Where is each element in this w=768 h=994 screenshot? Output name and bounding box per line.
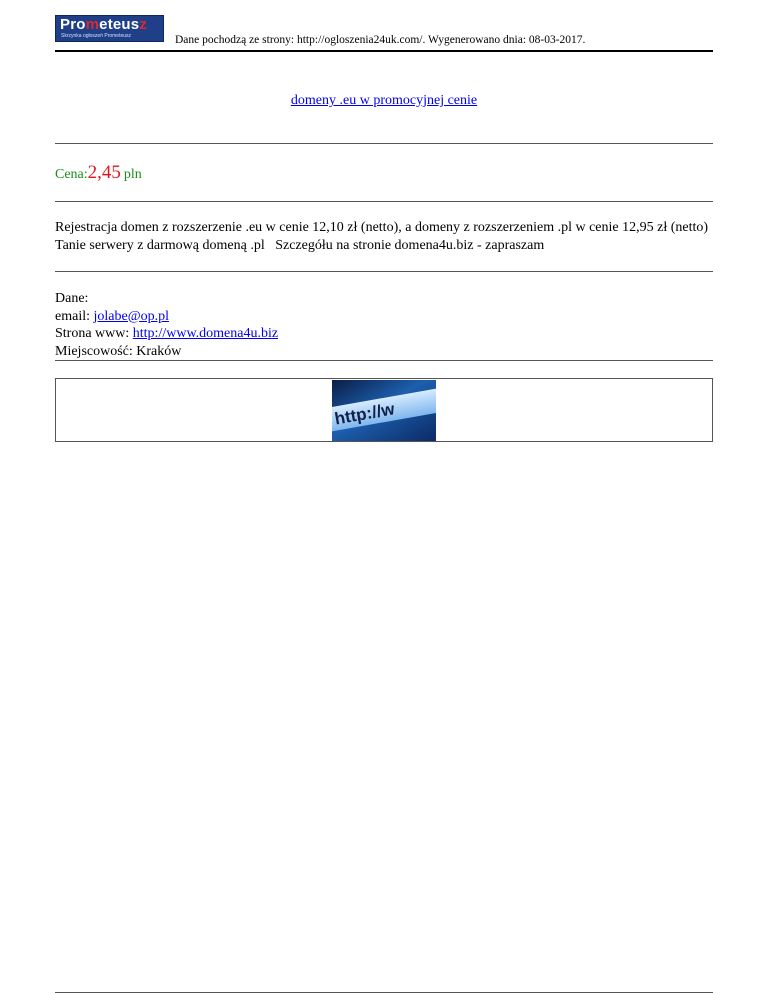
city-row xyxy=(55,343,278,361)
header-divider xyxy=(55,50,713,52)
listing-image-frame xyxy=(55,378,713,442)
logo-part: m xyxy=(85,16,100,33)
logo-part: z xyxy=(139,16,148,33)
email-link[interactable]: jolabe@op.pl xyxy=(93,308,169,324)
logo-wordmark xyxy=(60,16,147,33)
prometeusz-logo xyxy=(55,15,164,42)
website-label: Strona www: xyxy=(55,326,133,341)
logo-tagline: Skrzynka ogłoszeń Prometeusz xyxy=(61,33,132,39)
listing-description: Rejestracja domen z rozszerzenie .eu w cenie 12,10 zł (netto), a domeny z rozszerzeniem .pl w cenie 12,95 zł (netto) Tanie serwery z darmową domeną .pl Szczegółu na stronie domena4u.biz - zapraszam xyxy=(55,220,712,253)
website-row xyxy=(55,325,278,343)
price-line xyxy=(55,162,142,184)
contact-section xyxy=(55,290,278,360)
footer-divider xyxy=(55,992,713,993)
website-link[interactable]: http://www.domena4u.biz xyxy=(132,326,279,341)
price-value: 2,45 xyxy=(87,162,121,183)
source-note: Dane pochodzą ze strony: http://ogloszenia24uk.com/. Wygenerowano dnia: 08-03-2017. xyxy=(175,34,586,46)
contact-heading: Dane: xyxy=(55,291,89,306)
price-unit: pln xyxy=(123,167,142,182)
price-label: Cena: xyxy=(55,167,88,182)
divider xyxy=(55,143,713,144)
divider xyxy=(55,201,713,202)
listing-title-link[interactable]: domeny .eu w promocyjnej cenie xyxy=(290,93,478,108)
photo-text: http://w xyxy=(333,399,397,429)
city-label: Miejscowość: xyxy=(55,343,137,359)
email-row xyxy=(55,308,278,326)
logo-part: eteus xyxy=(99,16,140,33)
divider xyxy=(55,360,713,361)
email-label: email: xyxy=(55,308,94,324)
listing-photo xyxy=(332,380,436,441)
logo-part: Pro xyxy=(60,16,86,33)
city-value: Kraków xyxy=(136,343,182,359)
divider xyxy=(55,271,713,272)
